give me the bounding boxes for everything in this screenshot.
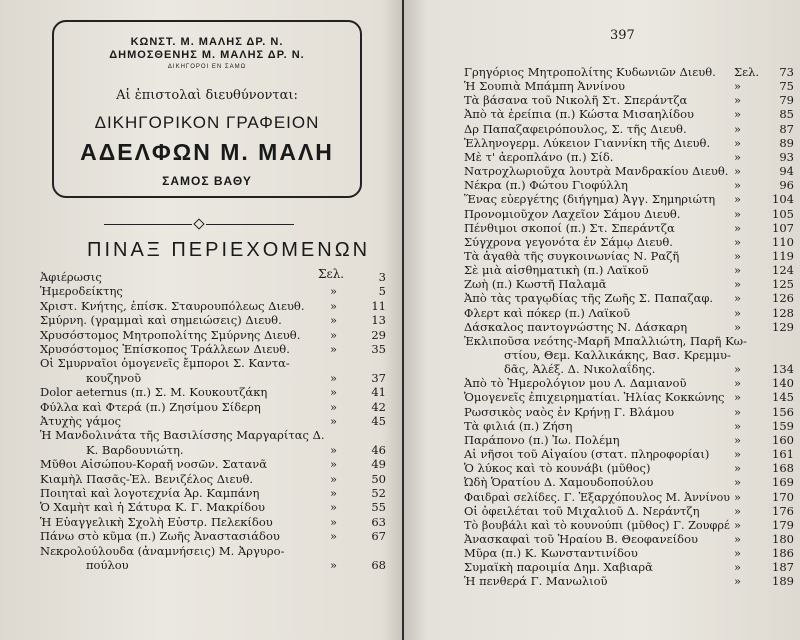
toc-entry-ditto: »	[734, 546, 742, 561]
toc-entry-title: Τὸ βουβάλι καὶ τὸ κουνούπι (μῦθος) Γ. Ζουφρέ	[464, 517, 730, 532]
toc-entry	[464, 65, 800, 79]
toc-entry	[464, 150, 800, 164]
toc-entry-title: Κ. Βαρδουνιώτη.	[86, 442, 184, 457]
toc-entry-page: 49	[371, 457, 386, 472]
toc-entry-page: 73	[779, 65, 794, 79]
ad-line-5: ΔΙΚΗΓΟΡΙΚΟΝ ΓΡΑΦΕΙΟΝ	[94, 113, 320, 132]
toc-entry-page: 129	[772, 319, 794, 334]
toc-entry-title: Ἡ Σουπιὰ Μπάμπη Ἀννίνου	[464, 79, 625, 94]
toc-entry-title: Νεκρολούλουδα (ἀναμνήσεις) Μ. Ἀργυρο-	[40, 543, 285, 558]
toc-entry-ditto: »	[330, 370, 338, 385]
toc-entry-page: 29	[371, 327, 386, 342]
toc-entry-ditto: »	[330, 558, 338, 572]
toc-entry-title: Φύλλα καὶ Φτερά (π.) Ζησίμου Σίδερη	[40, 399, 261, 414]
toc-entry-page: 96	[779, 178, 794, 193]
toc-entry	[464, 560, 800, 574]
ad-line-1: ΚΩΝΣΤ. Μ. ΜΑΛΗΣ ΔΡ. Ν.	[130, 36, 284, 48]
toc-entry	[464, 447, 800, 461]
toc-entry	[464, 122, 800, 136]
toc-entry	[40, 472, 402, 486]
toc-entry-ditto: »	[330, 514, 338, 529]
toc-entry-page: 93	[779, 149, 794, 164]
toc-entry	[40, 515, 402, 529]
toc-entry	[40, 270, 402, 284]
ad-line-7: ΣΑΜΟΣ ΒΑΘΥ	[162, 174, 252, 188]
toc-entry-page: 104	[772, 192, 794, 207]
toc-entry-page: 107	[772, 220, 794, 235]
toc-entry-title: Ζωὴ (π.) Κωστῆ Παλαμᾶ	[464, 277, 607, 292]
toc-entry	[40, 414, 402, 428]
toc-entry-title: Ἡ πενθερά Γ. Μανωλιοῦ	[464, 574, 608, 589]
toc-entry	[464, 461, 800, 475]
toc-entry-ditto: »	[734, 263, 742, 278]
toc-entry-page: 35	[371, 342, 386, 356]
toc-entry-title: Μῦρα (π.) Κ. Κωνσταντινίδου	[464, 546, 638, 561]
toc-entry-ditto: »	[734, 234, 742, 249]
toc-entry-ditto: »	[734, 305, 742, 320]
toc-entry-title: Γρηγόριος Μητροπολίτης Κυδωνιῶν Διευθ.	[464, 65, 716, 79]
toc-entry-title: Ἀπὸ τὰ ἐρείπια (π.) Κώστα Μισαηλίδου	[464, 107, 694, 122]
toc-entry	[40, 486, 402, 500]
toc-entry-ditto: »	[734, 432, 742, 447]
toc-entry-page: 189	[772, 574, 794, 589]
toc-entry	[464, 79, 800, 93]
toc-entry	[86, 443, 402, 457]
toc-entry-title: Ὁ Χαμὴτ καὶ ἡ Σάτυρα Κ. Γ. Μακρίδου	[40, 500, 265, 515]
toc-entry-ditto: »	[734, 489, 742, 504]
toc-entry-page: 140	[772, 376, 794, 391]
toc-entry-page: 145	[772, 390, 794, 405]
toc-entry	[464, 405, 800, 419]
toc-entry-page: 5	[378, 284, 386, 299]
toc-entry	[464, 107, 800, 121]
toc-entry-ditto: »	[330, 486, 338, 500]
toc-entry-ditto: »	[734, 362, 742, 377]
toc-entry-page: 119	[772, 248, 794, 263]
toc-entry-title: Φλερτ καὶ πόκερ (π.) Λαϊκοῦ	[464, 305, 631, 320]
toc-entry	[464, 136, 800, 150]
toc-entry-title: Ὁμογενεῖς ἐπιχειρηματίαι. Ἠλίας Κοκκώνης	[464, 390, 725, 405]
toc-entry-title: Μῦθοι Αἰσώπου-Κοραῆ νοσῶν. Σατανᾶ	[40, 457, 267, 472]
toc-entry	[40, 544, 402, 558]
toc-entry-title: Τὰ ἀγαθὰ τῆς συγκοινωνίας Ν. Ραζῆ	[464, 248, 680, 263]
ad-line-4: Αἱ ἐπιστολαὶ διευθύνονται:	[116, 88, 298, 103]
toc-entry-page: 87	[779, 121, 794, 136]
toc-entry-ditto: »	[734, 178, 742, 193]
toc-entry-ditto: »	[330, 399, 338, 414]
toc-entry	[464, 249, 800, 263]
toc-entry-title: πούλου	[86, 558, 129, 572]
toc-entry-ditto: »	[734, 574, 742, 589]
toc-entry-title: Δάσκαλος παντογνώστης Ν. Δάσκαρη	[464, 319, 688, 334]
toc-entry-page: 105	[772, 206, 794, 221]
toc-title: ΠΙΝΑΞ ΠΕΡΙΕΧΟΜΕΝΩΝ	[87, 239, 371, 261]
toc-entry-title: Τὰ φιλιά (π.) Ζήση	[464, 418, 573, 433]
toc-entry	[86, 558, 402, 572]
toc-entry-page: 180	[772, 531, 794, 546]
toc-entry	[464, 574, 800, 588]
toc-entry	[464, 518, 800, 532]
toc-entry-title: Νέκρα (π.) Φώτου Γιοφύλλη	[464, 178, 628, 193]
toc-entry	[504, 362, 800, 376]
toc-entry-ditto: »	[330, 529, 338, 544]
toc-entry-title: Ἀφιέρωσις	[40, 270, 102, 284]
toc-entry-ditto: »	[734, 503, 742, 518]
toc-entry-title: Dolor aeternus (π.) Σ. Μ. Κουκουτζάκη	[40, 385, 268, 400]
toc-entry-title: δᾶς, Ἀλέξ. Δ. Νικολαΐδης.	[504, 362, 656, 377]
toc-entry	[86, 371, 402, 385]
toc-entry-title: Ἀτυχὴς γάμος	[40, 414, 122, 428]
toc-entry-ditto: »	[330, 457, 338, 472]
toc-entry-page: 11	[371, 298, 386, 313]
toc-entry-ditto: »	[734, 447, 742, 462]
toc-entry	[464, 490, 800, 504]
toc-entry-ditto: »	[734, 390, 742, 405]
toc-entry-page: 89	[779, 135, 794, 150]
toc-entry-title: Χρυσόστομος Ἐπίσκοπος Τράλλεων Διευθ.	[40, 342, 290, 356]
toc-entry	[40, 400, 402, 414]
toc-entry-title: Χρυσόστομος Μητροπολίτης Σμύρνης Διευθ.	[40, 327, 301, 342]
toc-entry-page: 37	[371, 370, 386, 385]
toc-entry-page: 68	[371, 558, 386, 572]
toc-entry-ditto: »	[734, 206, 742, 221]
toc-entry-title: Ποιηταὶ καὶ λογοτεχνία Ἀρ. Καμπάνη	[40, 486, 260, 500]
toc-entry-page: 125	[772, 277, 794, 292]
ad-line-6: ΑΔΕΛΦΩΝ Μ. ΜΑΛΗ	[80, 139, 334, 165]
toc-entry-title: Ἐκλιποῦσα νεότης-Μαρῆ Μπαλλιώτη, Παρῆ Κω-	[464, 333, 747, 348]
toc-entry-page: 46	[371, 442, 386, 457]
toc-entry-title: Νατροχλωριοῦχα λουτρὰ Μανδρακίου Διευθ.	[464, 164, 729, 179]
toc-entry-ditto: »	[330, 313, 338, 328]
toc-entry	[464, 320, 800, 334]
toc-entry-page: 79	[779, 93, 794, 108]
toc-entry	[40, 428, 402, 442]
toc-entry-ditto: »	[734, 79, 742, 94]
toc-entry-title: Οἱ Σμυρναῖοι ὁμογενεῖς ἔμποροι Σ. Καντα-	[40, 356, 290, 371]
toc-entry-ditto: »	[734, 277, 742, 292]
toc-entry-title: Προνομιοῦχον Λαχεῖον Σάμου Διευθ.	[464, 206, 681, 221]
toc-entry	[464, 291, 800, 305]
toc-entry	[40, 299, 402, 313]
toc-entry-title: Μὲ τ' ἀεροπλάνο (π.) Σίδ.	[464, 149, 614, 164]
toc-entry	[464, 221, 800, 235]
toc-entry-ditto: »	[734, 291, 742, 306]
toc-entry-title: Σμύρνη. (γραμμαὶ καὶ σημειώσεις) Διευθ.	[40, 313, 282, 328]
toc-entry-ditto: »	[330, 471, 338, 486]
toc-entry-page: 169	[772, 475, 794, 490]
toc-entry-page: 126	[772, 291, 794, 306]
toc-entry-title: Δρ Παπαζαφειρόπουλος, Σ. τῆς Διευθ.	[464, 121, 687, 136]
toc-entry-page: 41	[371, 385, 386, 400]
toc-entry-ditto: »	[734, 461, 742, 476]
toc-entry-title: κουζηνοῦ	[86, 370, 142, 385]
toc-entry-page: 52	[371, 486, 386, 500]
toc-entry	[464, 390, 800, 404]
toc-entry	[464, 306, 800, 320]
toc-entry-title: Φαιδραὶ σελίδες. Γ. Ἐξαρχόπουλος Μ. Ἀννίνου	[464, 489, 731, 504]
toc-entry-page: 63	[371, 514, 386, 529]
toc-entry-page: 134	[772, 362, 794, 377]
toc-entry-title: Ἡ Μανδολινάτα τῆς Βασιλίσσης Μαργαρίτας Δ.	[40, 428, 325, 443]
toc-entry-title: Ἀπὸ τὸ Ἡμερολόγιον μου Λ. Δαμιανοῦ	[464, 376, 687, 391]
toc-entry	[464, 164, 800, 178]
toc-entry-title: Σύγχρονα γεγονότα ἐν Σάμῳ Διευθ.	[464, 234, 673, 249]
toc-entry	[40, 385, 402, 399]
toc-entry-ditto: »	[330, 284, 338, 299]
toc-entry-title: Τὰ βάσανα τοῦ Νικολῆ Στ. Σπεράντζα	[464, 93, 688, 108]
toc-entry-title: Ἑλληνογερμ. Λύκειον Γιαννίκη τῆς Διευθ.	[464, 135, 711, 150]
toc-entry	[40, 500, 402, 514]
toc-entry-ditto: »	[330, 414, 338, 428]
toc-entry-ditto: »	[330, 500, 338, 515]
toc-entry-title: Ρωσσικὸς ναὸς ἐν Κρήνῃ Γ. Βλάμου	[464, 404, 675, 419]
toc-entry-page: 67	[371, 529, 386, 544]
toc-entry-title: Οἱ ὀφειλέται τοῦ Μιχαλιοῦ Δ. Νεράντζη	[464, 503, 700, 518]
toc-entry-title: Αἱ νῆσοι τοῦ Αἰγαίου (στατ. πληροφορίαι)	[464, 447, 710, 462]
toc-entry	[40, 284, 402, 298]
toc-entry-page: 94	[779, 164, 794, 179]
toc-entry-page: 176	[772, 503, 794, 518]
toc-entry	[464, 235, 800, 249]
toc-entry-title: Παράπονο (π.) Ἰω. Πολέμη	[464, 432, 620, 447]
toc-entry-title: Ὠδὴ Ὁρατίου Δ. Χαμουδοπούλου	[464, 475, 654, 490]
toc-entry	[40, 342, 402, 356]
toc-entry-ditto: »	[734, 93, 742, 108]
toc-entry-title: Πένθιμοι σκοποί (π.) Στ. Σπεράντζα	[464, 220, 675, 235]
toc-entry-page: 170	[772, 489, 794, 504]
toc-entry-title: Ὁ λύκος καὶ τὸ κουνάβι (μῦθος)	[464, 461, 651, 476]
toc-entry-page: 159	[772, 418, 794, 433]
toc-entry	[464, 178, 800, 192]
toc-entry-page: 3	[378, 270, 386, 284]
toc-entry-ditto: »	[330, 298, 338, 313]
toc-entry-title: Ἀνασκαφαὶ τοῦ Ἡραίου Β. Θεοφανείδου	[464, 531, 698, 546]
toc-entry	[464, 207, 800, 221]
toc-entry-page: 50	[371, 471, 386, 486]
right-page	[404, 0, 800, 640]
toc-entry	[40, 328, 402, 342]
toc-entry	[464, 334, 800, 348]
toc-entry-ditto: »	[734, 404, 742, 419]
toc-entry	[464, 376, 800, 390]
toc-entry-page: 75	[779, 79, 794, 94]
toc-entry-page: 187	[772, 560, 794, 575]
toc-entry-title: Ἡμεροδείκτης	[40, 284, 123, 299]
toc-entry-page: 168	[772, 461, 794, 476]
toc-entry-ditto: »	[734, 135, 742, 150]
ad-line-3: ΔΙΚΗΓΟΡΟΙ ΕΝ ΣΑΜΩ	[167, 64, 247, 70]
sel-label: Σελ.	[318, 267, 345, 281]
toc-entry	[40, 457, 402, 471]
toc-entry	[40, 313, 402, 327]
toc-entry	[464, 433, 800, 447]
toc-entry	[464, 546, 800, 560]
toc-entry-ditto: »	[734, 164, 742, 179]
toc-entry	[40, 529, 402, 543]
toc-entry-ditto: »	[734, 121, 742, 136]
toc-entry-ditto: »	[734, 319, 742, 334]
toc-entry-ditto: »	[330, 442, 338, 457]
toc-entry-ditto: »	[734, 376, 742, 391]
toc-entry	[464, 419, 800, 433]
toc-entry-ditto: »	[734, 475, 742, 490]
toc-entry-title: Κιαμὴλ Πασᾶς-Ἐλ. Βενιζέλος Διευθ.	[40, 471, 254, 486]
toc-entry-page: 110	[772, 234, 794, 249]
toc-entry	[464, 277, 800, 291]
toc-entry-page: 179	[772, 517, 794, 532]
toc-entry-page: 13	[371, 313, 386, 328]
toc-entry	[464, 532, 800, 546]
ornament-divider	[104, 219, 294, 231]
toc-entry-page: 160	[772, 432, 794, 447]
toc-entry	[464, 504, 800, 518]
toc-entry-title: Ἀπὸ τὰς τραγῳδίας τῆς Ζωῆς Σ. Παπαζαφ.	[464, 291, 714, 306]
toc-entry-ditto: »	[734, 517, 742, 532]
toc-entry-page: 85	[779, 107, 794, 122]
toc-entry-ditto: »	[734, 220, 742, 235]
toc-entry	[464, 93, 800, 107]
advertisement-box	[52, 20, 362, 198]
toc-entry-ditto: »	[734, 531, 742, 546]
toc-entry-ditto: »	[330, 385, 338, 400]
toc-entry	[464, 263, 800, 277]
toc-entry-title: Συμαϊκὴ παροιμία Δημ. Χαβιαρᾶ	[464, 560, 653, 575]
toc-entry-ditto: »	[734, 192, 742, 207]
toc-entry-title: στίου, Θεμ. Καλλικάκης, Βασ. Κρεμμυ-	[504, 348, 731, 362]
toc-entry-title: Χριστ. Κνήτης, ἐπίσκ. Σταυρουπόλεως Διευθ.	[40, 298, 305, 313]
toc-entry-page: 55	[371, 500, 386, 515]
toc-entry-page: 128	[772, 305, 794, 320]
toc-entry-ditto: »	[734, 107, 742, 122]
toc-entry-title: Ἡ Εὐαγγελικὴ Σχολὴ Εὐστρ. Πελεκίδου	[40, 514, 273, 529]
toc-entry-page: 156	[772, 404, 794, 419]
ad-line-2: ΔΗΜΟΣΘΕΝΗΣ Μ. ΜΑΛΗΣ ΔΡ. Ν.	[109, 49, 305, 61]
page-number: 397	[610, 28, 635, 43]
toc-entry-ditto: Σελ.	[734, 65, 760, 79]
toc-entry-ditto: »	[734, 248, 742, 263]
toc-entry-page: 161	[772, 447, 794, 462]
toc-entry-page: 45	[371, 414, 386, 428]
toc-entry-ditto: »	[734, 418, 742, 433]
toc-entry-ditto: »	[734, 149, 742, 164]
toc-entry-title: Σὲ μιὰ αἰσθηματικὴ (π.) Λαϊκοῦ	[464, 263, 649, 278]
toc-entry	[464, 192, 800, 206]
toc-entry	[504, 348, 800, 362]
toc-entry-ditto: »	[330, 342, 338, 356]
toc-entry-page: 186	[772, 546, 794, 561]
toc-entry-ditto: »	[734, 560, 742, 575]
toc-entry	[40, 356, 402, 370]
toc-entry-title: Ἕνας εὐεργέτης (διήγημα) Ἀγγ. Σημηριώτη	[464, 192, 716, 207]
toc-entry-ditto: »	[330, 327, 338, 342]
toc-entry	[464, 475, 800, 489]
toc-entry-page: 42	[371, 399, 386, 414]
toc-entry-page: 124	[772, 263, 794, 278]
toc-entry-title: Πάνω στὸ κῦμα (π.) Ζωῆς Ἀναστασιάδου	[40, 529, 280, 544]
